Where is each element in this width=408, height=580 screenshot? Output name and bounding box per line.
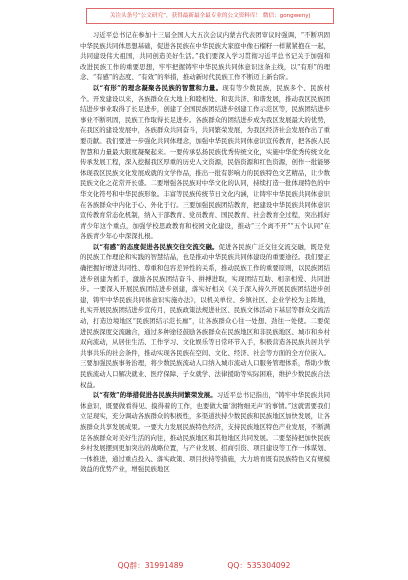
paragraph (80, 242, 330, 390)
qq-contact: QQ：535304092 (227, 560, 291, 570)
promo-banner: 关注头条号“公文研究”，获得最新最全最专业的公文资料库！ 微信：gongwenyj (86, 8, 334, 24)
section-heading: 以“有形”的理念凝聚各民族的智慧和力量。 (92, 83, 223, 92)
paragraph-text: 习近平总书记在参加十三届全国人大五次会议内蒙古代表团审议时强调，“不断巩固中华民族共同体思想基础，促进各民族在中华民族大家庭中像石榴籽一样紧紧抱在一起，共同建设伟大祖国，共同创造美好生活。”我们要深入学习贯彻习近平总书记关于加强和改进民族工作的重要思想，牢牢把握铸牢中华民族共同体意识这条主线，以“有形”的理念、“有感”的态度、“有效”的举措，推动新时代民族工作不断迈上新台阶。 (80, 31, 331, 82)
section-heading: 以“有效”的举措促进各民族共同繁荣发展。 (92, 391, 217, 400)
paragraph-text: 习近平总书记指出，“铸牢中华民族共同体意识，既要做看得见、摸得着的工作，也要做大量‘润物细无声’的事情。”这就需要我们立足现实，充分调动各族群众的积极性，多渠道扶持少数民族和民族地区加快发展，让各族群众共享发展成果。一要大力发展民族特色经济，支持民族地区特色产业发展，不断满足各族群众对美好生活的向往，推动民族地区和其他地区共同发展。二要坚持把加快民族乡村发展摆到更加突出的战略位置，与产业发展、招商引资、项目建设等工作一体谋划、一体推进，通过重点投入、落实政策、项目扶持等措施，大力培育既有民族特色又有规模效益的优势产业，增强民族地区 (80, 391, 331, 474)
article-body (80, 30, 330, 475)
paragraph (80, 390, 330, 475)
paragraph (80, 30, 330, 83)
paragraph-text: 现有等少数民族，民族多个、民族村个。开发建设以来，各族群众在大地上和睦相处、和衷共济、和谐发展，推动我区民族团结进步事业取得了长足进步，创建了全国民族团结进步创建工作示范区等，民族团结进步事业不断巩固，民族工作取得长足进步。各族群众的团结进步成为我区发展最大的优势，在我区的建设发展中，各族群众共同奋斗，共同繁荣发展，为我区经济社会发展作出了重要贡献。我们要进一步强化共同体理念，加强中华民族共同体意识宣传教育，把各族人民智慧和力量最大限度凝聚起来。一要传承弘扬民族优秀传统文化，实施中华优秀传统文化传承发展工程，深入挖掘我区厚重的历史人文资源，民俗资源和红色资源，创作一批能够体现我区民族文化发展成就的文学作品，推出一批有影响力的民族特色文艺精品，让少数民族文化之花常开长盛。二要增强各民族对中华文化的认同，持续打造一批体现特色的中华文化符号和中华民族形象。丰富等民族传统节日文化内涵，让铸牢中华民族共同体意识在各族群众中内化于心、外化于行。三要加强民族团结教育，把建设中华民族共同体意识宣传教育常态化机制，纳入干部教育、党员教育、国民教育、社会教育全过程，突出抓好青少年这个重点，加强学校思政教育和校园文化建设，推动“三个离不开”“五个认同”在各族青少年心中深深扎根。 (80, 83, 331, 241)
contact-footer (0, 558, 408, 572)
qq-group: QQ群：31991489 (117, 560, 184, 570)
paragraph (80, 83, 330, 242)
paragraph-text: 促进各民族广泛交往交流交融，既是党的民族工作理论和实践的智慧结晶，也是推动中华民族共同体建设的重要途径。我们要正确把握好增进共同性、尊重和包容差异性的关系，推动民族工作的重要原则，以民族团结进步创建为抓手，激励各民族团结奋斗、拼搏进取，实现团结互助、相亲相爱、共同进步。一要深入开展民族团结进步创建，落实好相关《关于深入持久开展民族团结进步创建，铸牢中华民族共同体意识实施办法》，以机关单位、乡镇社区、企业学校为主阵地，扎实开展民族团结进步宣传月，民族政策法规进社区、民族文体活动下基层等群众交流活动，打造边境地区“民族团结示范长廊”，让各族群众心往一处想、劲往一处使。二要促进民族深度交流融合，通过多种途径鼓励各族群众在民族地区和非民族地区、城市和乡村双向流动，从居住生活、工作学习、文化娱乐等日常环节入手，积极营造各民族共居共学共事共乐的社会条件，推动实现各民族在空间、文化、经济、社会等方面的全方位嵌入。三要加强民族事务治理，将少数民族流动人口纳入城市流动人口服务管理体系，帮助少数民族流动人口解决就业、医疗保障、子女就学、法律援助等实际困难，维护少数民族合法权益。 (80, 242, 331, 389)
section-heading: 以“有感”的态度促进各民族交往交流交融。 (92, 242, 219, 251)
